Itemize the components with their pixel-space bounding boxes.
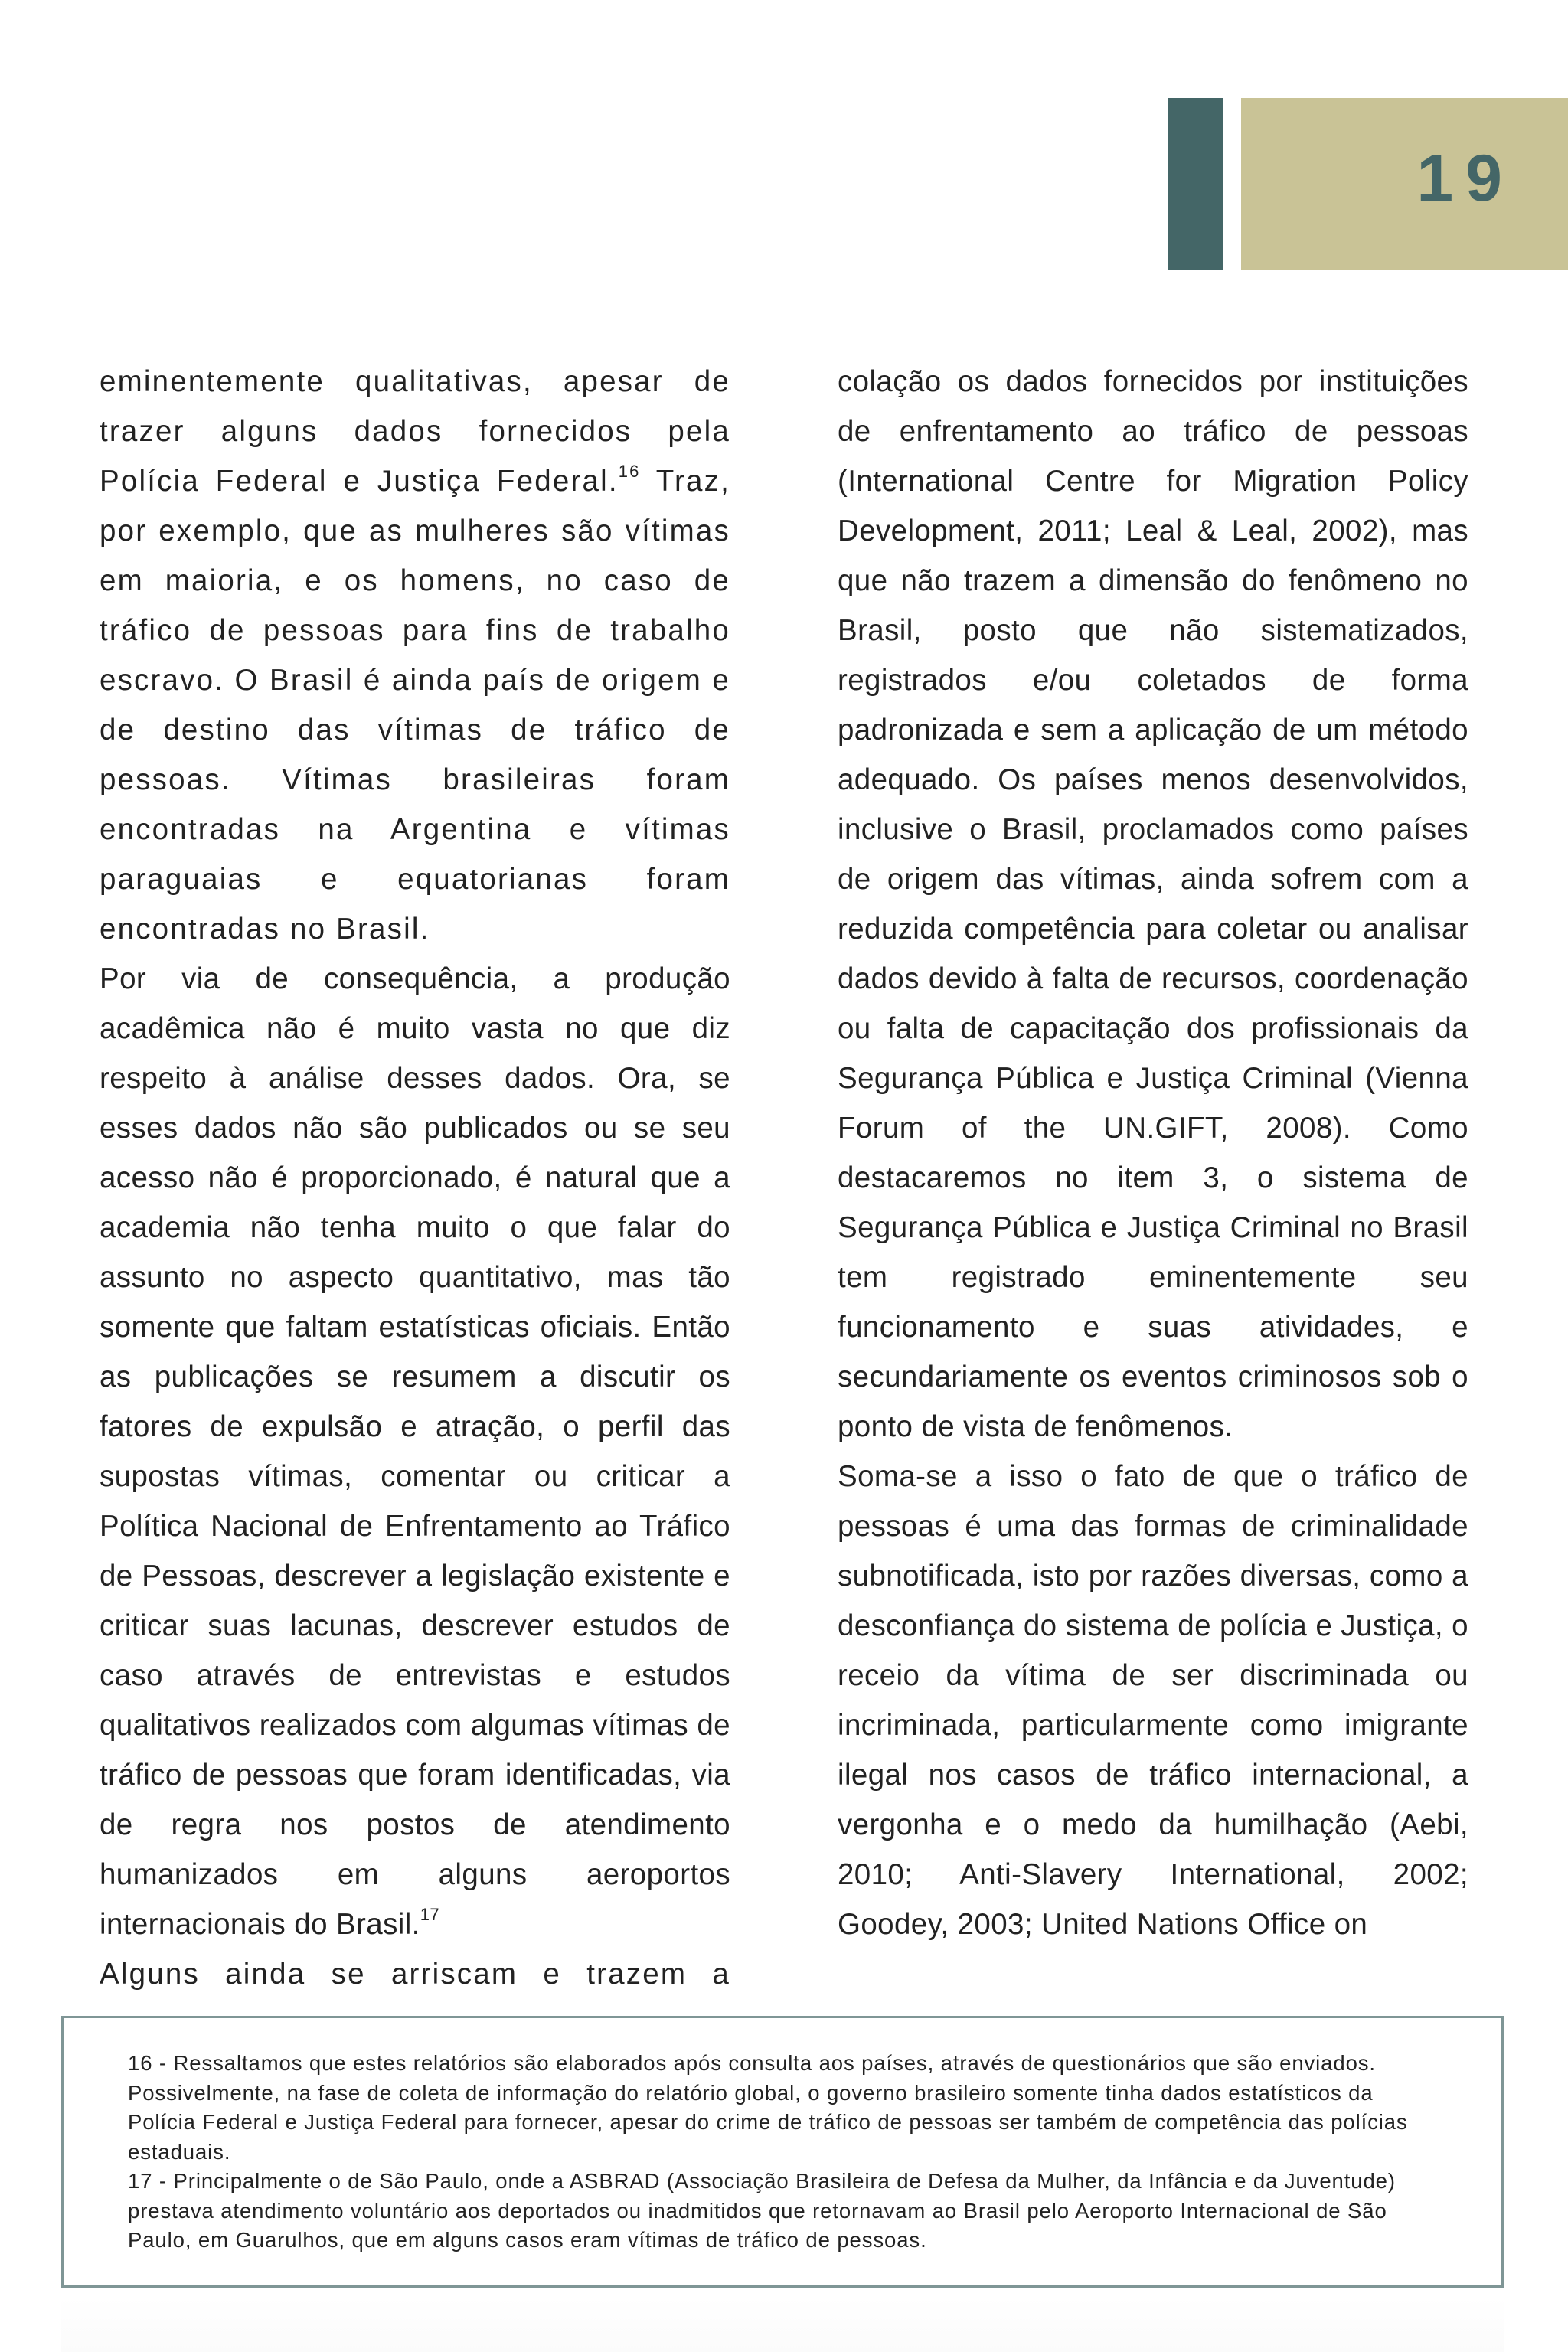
footnotes-box [61, 2016, 1504, 2288]
left-paragraph-2 [100, 954, 730, 1949]
page-number: 19 [1416, 142, 1514, 215]
footnote-ref-17: 17 [420, 1905, 440, 1925]
left-paragraph-2-text: Por via de consequência, a produção acadêmica não é muito vasta no que diz respeito à análise desses dados. Ora, se esses dados não são publicados ou se seu acesso não é proporcionado, é natural que a academia não tenha muito o que falar do assunto no aspecto quantitativo, mas tão somente que faltam estatísticas oficiais. Então as publicações se resumem a discutir os fatores de expulsão e atração, o perfil das supostas vítimas, comentar ou criticar a Política Nacional de Enfrentamento ao Tráfico de Pessoas, descrever a legislação existente e criticar suas lacunas, descrever estudos de caso através de entrevistas e estudos qualitativos realizados com algumas vítimas de tráfico de pessoas que foram identificadas, via de regra nos postos de atendimento humanizados em alguns aeroportos internacionais do Brasil. [100, 962, 730, 1941]
left-paragraph-1-text-a: eminentemente qualitativas, apesar de trazer alguns dados fornecidos pela Polícia Federal e Justiça Federal. [100, 365, 730, 498]
left-paragraph-3: Alguns ainda se arriscam e trazem a [100, 1958, 730, 1991]
right-text-column [838, 357, 1468, 1949]
bottom-shade [61, 2297, 1504, 2352]
footnote-17: 17 - Principalmente o de São Paulo, onde a ASBRAD (Associação Brasileira de Defesa da Mulher, da Infância e da Juventude) prestava atendimento voluntário aos deportados ou inadmitidos que retornavam ao Brasil pelo Aeroporto Internacional de São Paulo, em Guarulhos, que em alguns casos eram vítimas de tráfico de pessoas. [128, 2169, 1396, 2252]
left-paragraph-1 [100, 357, 730, 954]
header-accent-bar [1168, 98, 1223, 270]
footnotes [128, 2049, 1443, 2256]
footnote-ref-16: 16 [618, 462, 641, 482]
right-paragraph-2: Soma-se a isso o fato de que o tráfico de pessoas é uma das formas de criminalidade subnotificada, isto por razões diversas, como a desconfiança do sistema de polícia e Justiça, o receio da vítima de ser discriminada ou incriminada, particularmente como imigrante ilegal nos casos de tráfico internacional, a vergonha e o medo da humilhação (Aebi, 2010; Anti-Slavery International, 2002; Goodey, 2003; United Nations Office on [838, 1460, 1468, 1941]
left-text-column [100, 357, 730, 1999]
footnote-16: 16 - Ressaltamos que estes relatórios são elaborados após consulta aos países, através de questionários que são enviados. Possivelmente, na fase de coleta de informação do relatório global, o governo brasileiro somente tinha dados estatísticos da Polícia Federal e Justiça Federal para fornecer, apesar do crime de tráfico de pessoas ser também de competência das polícias estaduais. [128, 2051, 1408, 2164]
left-paragraph-1-text-b: Traz, por exemplo, que as mulheres são vítimas em maioria, e os homens, no caso de tráfico de pessoas para fins de trabalho escravo. O Brasil é ainda país de origem e de destino das vítimas de tráfico de pessoas. Vítimas brasileiras foram encontradas na Argentina e vítimas paraguaias e equatorianas foram encontradas no Brasil. [100, 465, 730, 946]
right-paragraph-1: colação os dados fornecidos por instituições de enfrentamento ao tráfico de pessoas (International Centre for Migration Policy Development, 2011; Leal & Leal, 2002), mas que não trazem a dimensão do fenômeno no Brasil, posto que não sistematizados, registrados e/ou coletados de forma padronizada e sem a aplicação de um método adequado. Os países menos desenvolvidos, inclusive o Brasil, proclamados como países de origem das vítimas, ainda sofrem com a reduzida competência para coletar ou analisar dados devido à falta de recursos, coordenação ou falta de capacitação dos profissionais da Segurança Pública e Justiça Criminal (Vienna Forum of the UN.GIFT, 2008). Como destacaremos no item 3, o sistema de Segurança Pública e Justiça Criminal no Brasil tem registrado eminentemente seu funcionamento e suas atividades, e secundariamente os eventos criminosos sob o ponto de vista de fenômenos. [838, 365, 1468, 1443]
page-number-box [1241, 98, 1568, 270]
